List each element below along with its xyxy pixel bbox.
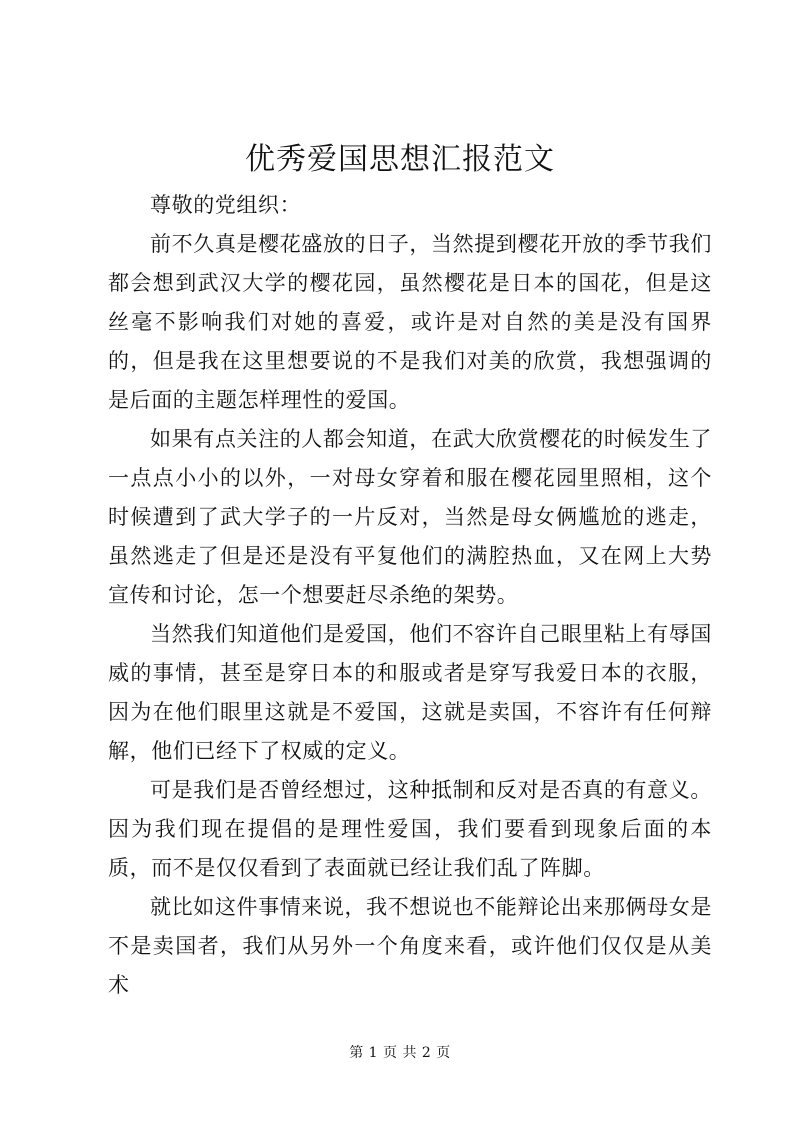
paragraph-5: 就比如这件事情来说，我不想说也不能辩论出来那俩母女是不是卖国者，我们从另外一个角度来看，或许他们仅仅是从美术 (108, 895, 712, 997)
salutation: 尊敬的党组织： (150, 193, 302, 217)
paragraph-1: 前不久真是樱花盛放的日子，当然提到樱花开放的季节我们都会想到武汉大学的樱花园，虽然樱花是日本的国花，但是这丝毫不影响我们对她的喜爱，或许是对自然的美是没有国界的，但是我在这里想要说的不是我们对美的欣赏，我想强调的是后面的主题怎样理性的爱国。 (108, 232, 712, 412)
page-footer: 第 1 页 共 2 页 (349, 1045, 451, 1061)
document-body (108, 186, 712, 1005)
paragraph-4: 可是我们是否曾经想过，这种抵制和反对是否真的有意义。因为我们现在提倡的是理性爱国，我们要看到现象后面的本质，而不是仅仅看到了表面就已经让我们乱了阵脚。 (108, 778, 712, 880)
document-title: 优秀爱国思想汇报范文 (245, 142, 555, 177)
paragraph-2: 如果有点关注的人都会知道，在武大欣赏樱花的时候发生了一点点小小的以外，一对母女穿着和服在樱花园里照相，这个时候遭到了武大学子的一片反对，当然是母女俩尴尬的逃走，虽然逃走了但是还是没有平复他们的满腔热血，又在网上大势宣传和讨论，怎一个想要赶尽杀绝的架势。 (108, 427, 712, 607)
paragraph-3: 当然我们知道他们是爱国，他们不容许自己眼里粘上有辱国威的事情，甚至是穿日本的和服或者是穿写我爱日本的衣服，因为在他们眼里这就是不爱国，这就是卖国，不容许有任何辩解，他们已经下了权威的定义。 (108, 622, 712, 763)
